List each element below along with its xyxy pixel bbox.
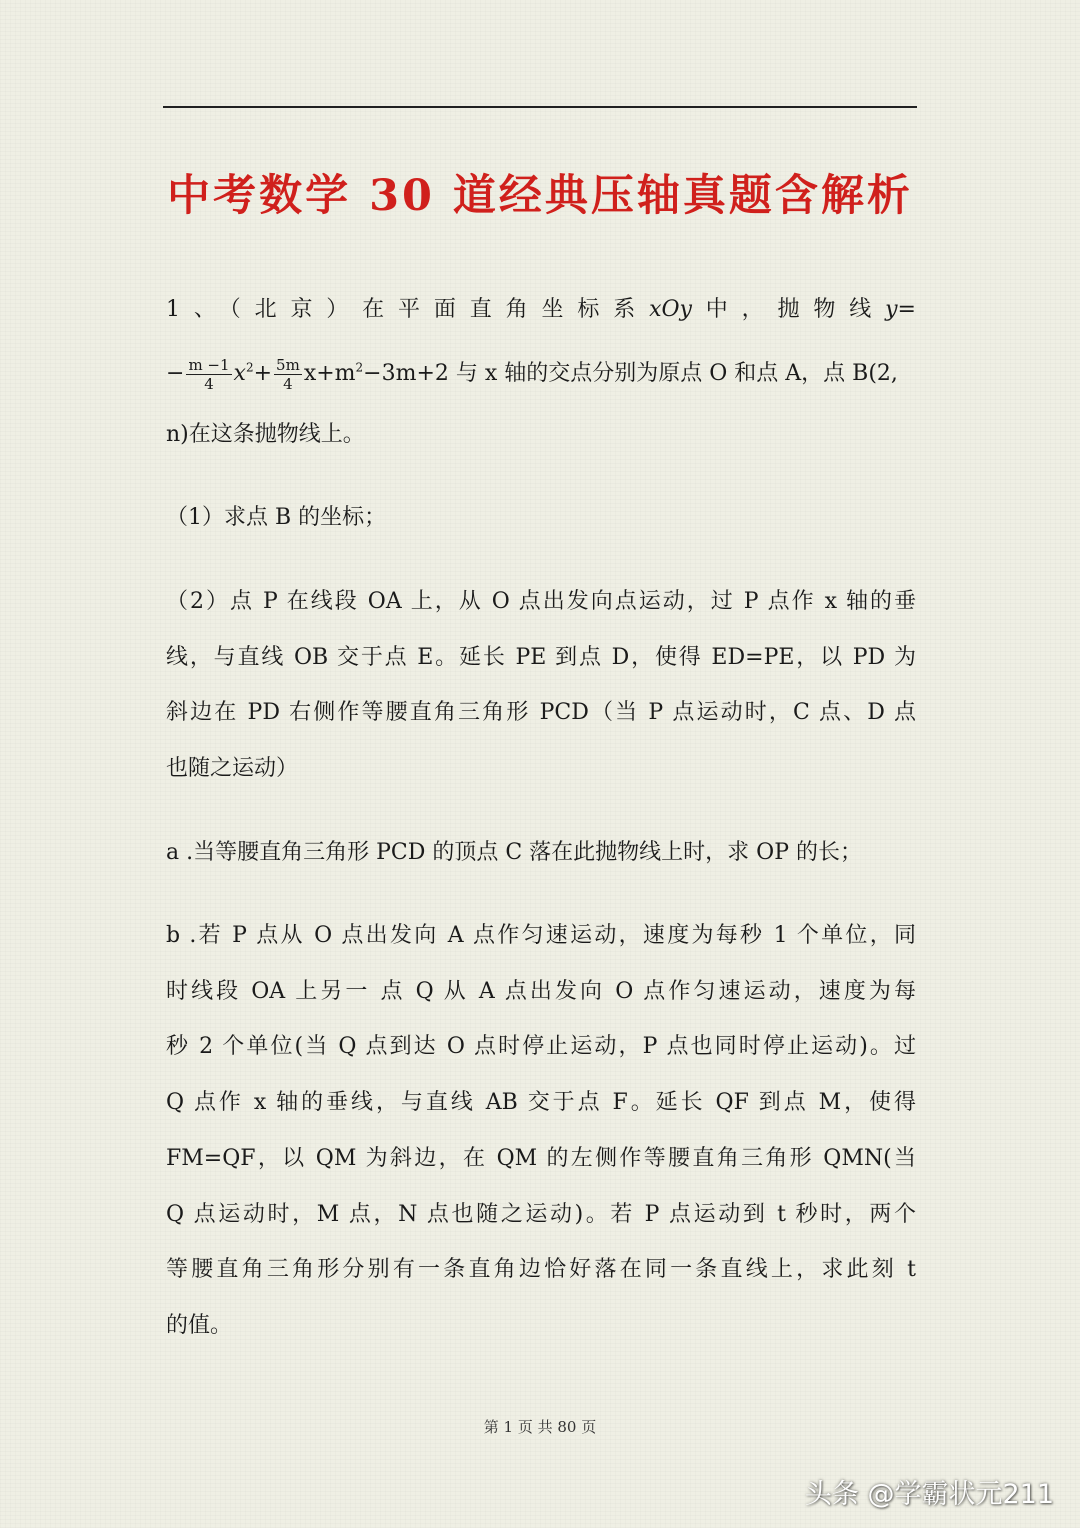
question-part-b-line: 的值。: [166, 1313, 233, 1338]
question-2-line: （2）点 P 在线段 OA 上，从 O 点出发向点运动，过 P 点作 x 轴的垂: [166, 589, 916, 614]
problem-line-3: n)在这条抛物线上。: [166, 422, 365, 447]
fraction-numerator: 5m: [276, 355, 300, 374]
exponent: 2: [245, 360, 254, 375]
question-part-b-line: 等腰直角三角形分别有一条直角边恰好落在同一条直线上，求此刻 t: [166, 1257, 916, 1282]
plus-sign: +: [253, 361, 273, 386]
question-part-a: a .当等腰直角三角形 PCD 的顶点 C 落在此抛物线上时，求 OP 的长；: [166, 840, 863, 865]
problem-line-1: [166, 290, 916, 330]
question-part-b-line: FM=QF，以 QM 为斜边，在 QM 的左侧作等腰直角三角形 QMN(当: [166, 1146, 916, 1171]
problem-text: −3m+2 与 x 轴的交点分别为原点 O 和点 A，点 B(2,: [363, 361, 898, 386]
question-part-b-line: 秒 2 个单位(当 Q 点到达 O 点时停止运动，P 点也同时停止运动)。过: [166, 1034, 916, 1059]
page-title: 中考数学 30 道经典压轴真题含解析: [167, 171, 913, 221]
problem-text: 中，抛物线: [691, 297, 886, 322]
fraction-denominator: 4: [283, 374, 293, 393]
question-2-line: 斜边在 PD 右侧作等腰直角三角形 PCD（当 P 点运动时，C 点、D 点: [166, 700, 916, 725]
top-rule: [163, 106, 917, 108]
minus-sign: −: [166, 361, 185, 386]
math-expression: x+m: [303, 361, 356, 386]
page-number-footer: 第 1 页 共 80 页: [483, 1418, 597, 1436]
math-var: xOy: [649, 297, 692, 322]
watermark: 头条 @学霸状元211: [804, 1479, 1054, 1510]
fraction-denominator: 4: [204, 374, 214, 393]
question-part-b-line: b .若 P 点从 O 点出发向 A 点作匀速运动，速度为每秒 1 个单位，同: [166, 923, 916, 948]
problem-line-2: [166, 352, 916, 396]
exponent: 2: [355, 360, 364, 375]
fraction-numerator: m −1: [188, 355, 230, 374]
fraction-2: [274, 356, 302, 393]
math-var: x: [233, 361, 246, 386]
question-part-b-line: Q 点作 x 轴的垂线，与直线 AB 交于点 F。延长 QF 到点 M，使得: [166, 1090, 916, 1115]
question-2-line: 线，与直线 OB 交于点 E。延长 PE 到点 D，使得 ED=PE，以 PD 为: [166, 645, 916, 670]
math-var: y=: [885, 297, 916, 322]
question-part-b-line: Q 点运动时，M 点，N 点也随之运动)。若 P 点运动到 t 秒时，两个: [166, 1202, 916, 1227]
question-part-b-line: 时线段 OA 上另一 点 Q 从 A 点出发向 O 点作匀速运动，速度为每: [166, 979, 916, 1004]
question-2-line: 也随之运动）: [166, 756, 299, 781]
fraction-1: [186, 356, 231, 393]
problem-text: 1、（北京）在平面直角坐标系: [166, 297, 650, 322]
question-1: （1）求点 B 的坐标；: [166, 505, 387, 530]
